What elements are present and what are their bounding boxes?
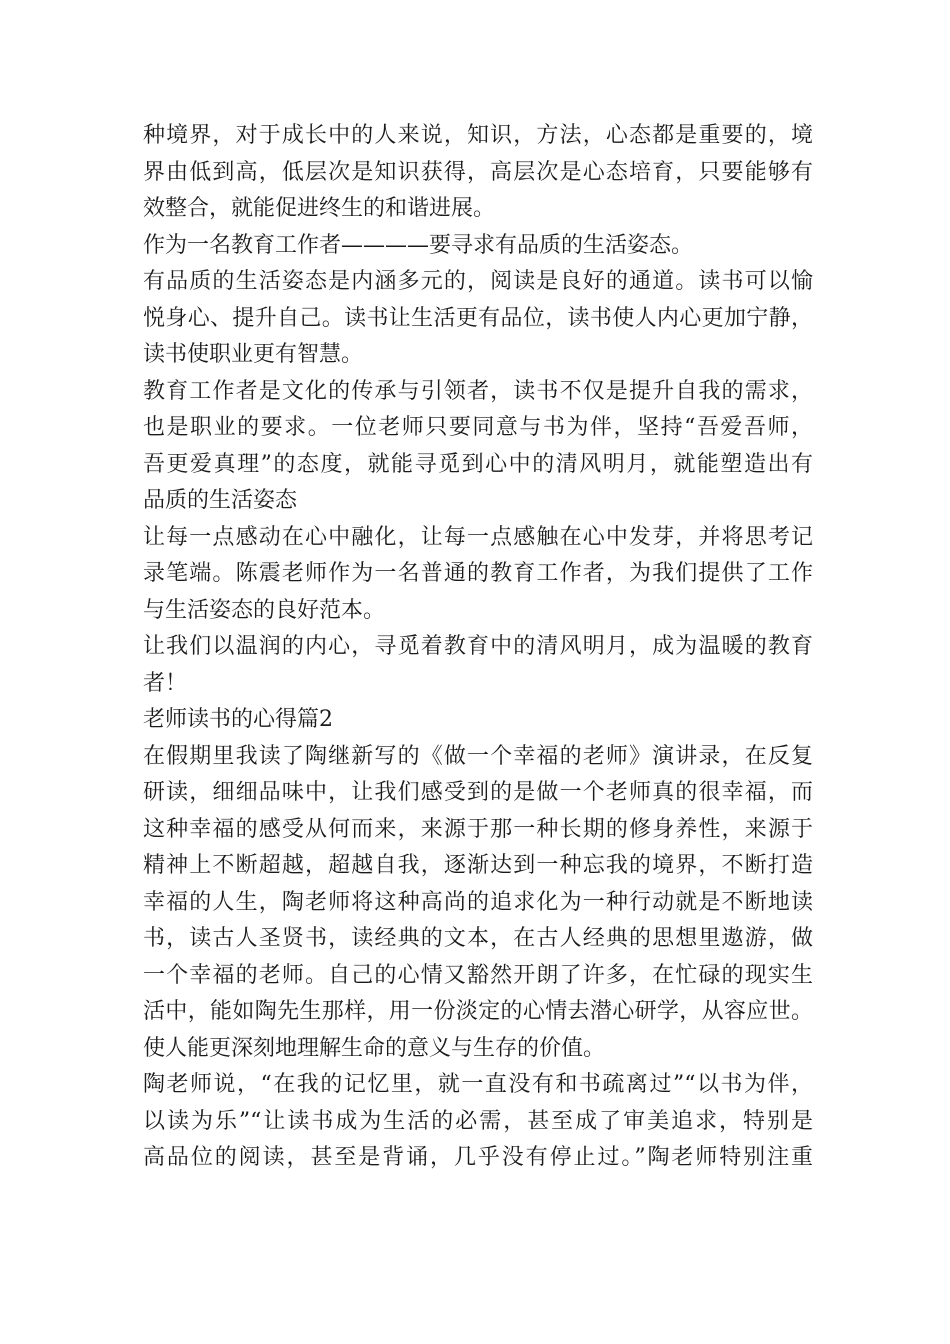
text-line: 录笔端。陈震老师作为一名普通的教育工作者，为我们提供了工作 <box>143 561 813 586</box>
text-line: 让每一点感动在心中融化，让每一点感触在心中发芽，并将思考记 <box>143 524 813 550</box>
text-line: 幸福的人生，陶老师将这种高尚的追求化为一种行动就是不断地读 <box>143 889 813 915</box>
text-line: 使人能更深刻地理解生命的意义与生存的价值。 <box>143 1035 606 1061</box>
text-line: 书，读古人圣贤书，读经典的文本，在古人经典的思想里遨游，做 <box>143 926 813 951</box>
text-line: 作为一名教育工作者————要寻求有品质的生活姿态。 <box>143 232 694 258</box>
text-line: 研读，细细品味中，让我们感受到的是做一个老师真的很幸福，而 <box>143 780 813 805</box>
text-line: 有品质的生活姿态是内涵多元的，阅读是良好的通道。读书可以愉 <box>143 269 813 294</box>
text-line: 者！ <box>143 670 188 696</box>
text-line: 教育工作者是文化的传承与引领者，读书不仅是提升自我的需求， <box>143 378 813 404</box>
text-line: 读书使职业更有智慧。 <box>143 342 364 367</box>
text-line: 与生活姿态的良好范本。 <box>143 597 386 623</box>
text-line: 让我们以温润的内心，寻觅着教育中的清风明月，成为温暖的教育 <box>143 634 813 659</box>
text-line: 品质的生活姿态 <box>143 488 298 513</box>
text-line: 也是职业的要求。一位老师只要同意与书为伴，坚持“吾爱吾师， <box>143 415 813 440</box>
text-line: 老师读书的心得篇2 <box>143 707 333 732</box>
text-line: 在假期里我读了陶继新写的《做一个幸福的老师》演讲录，在反复 <box>143 743 813 769</box>
text-line: 吾更爱真理”的态度，就能寻觅到心中的清风明月，就能塑造出有 <box>143 451 813 477</box>
text-line: 种境界，对于成长中的人来说，知识，方法，心态都是重要的，境 <box>143 123 813 148</box>
text-line: 陶老师说，“在我的记忆里，就一直没有和书疏离过”“以书为伴， <box>143 1072 813 1097</box>
document-body <box>143 118 813 1177</box>
text-line: 高品位的阅读，甚至是背诵，几乎没有停止过。”陶老师特别注重 <box>143 1145 813 1170</box>
text-line: 悦身心、提升自己。读书让生活更有品位，读书使人内心更加宁静， <box>143 305 813 331</box>
text-line: 活中，能如陶先生那样，用一份淡定的心情去潜心研学，从容应世。 <box>143 999 813 1024</box>
text-line: 以读为乐”“让读书成为生活的必需，甚至成了审美追求，特别是 <box>143 1108 813 1134</box>
text-line: 效整合，就能促进终生的和谐进展。 <box>143 196 496 221</box>
text-line: 精神上不断超越，超越自我，逐渐达到一种忘我的境界，不断打造 <box>143 853 813 878</box>
text-line: 这种幸福的感受从何而来，来源于那一种长期的修身养性，来源于 <box>143 816 813 842</box>
text-line: 一个幸福的老师。自己的心情又豁然开朗了许多，在忙碌的现实生 <box>143 962 813 988</box>
text-line: 界由低到高，低层次是知识获得，高层次是心态培育，只要能够有 <box>143 159 813 185</box>
